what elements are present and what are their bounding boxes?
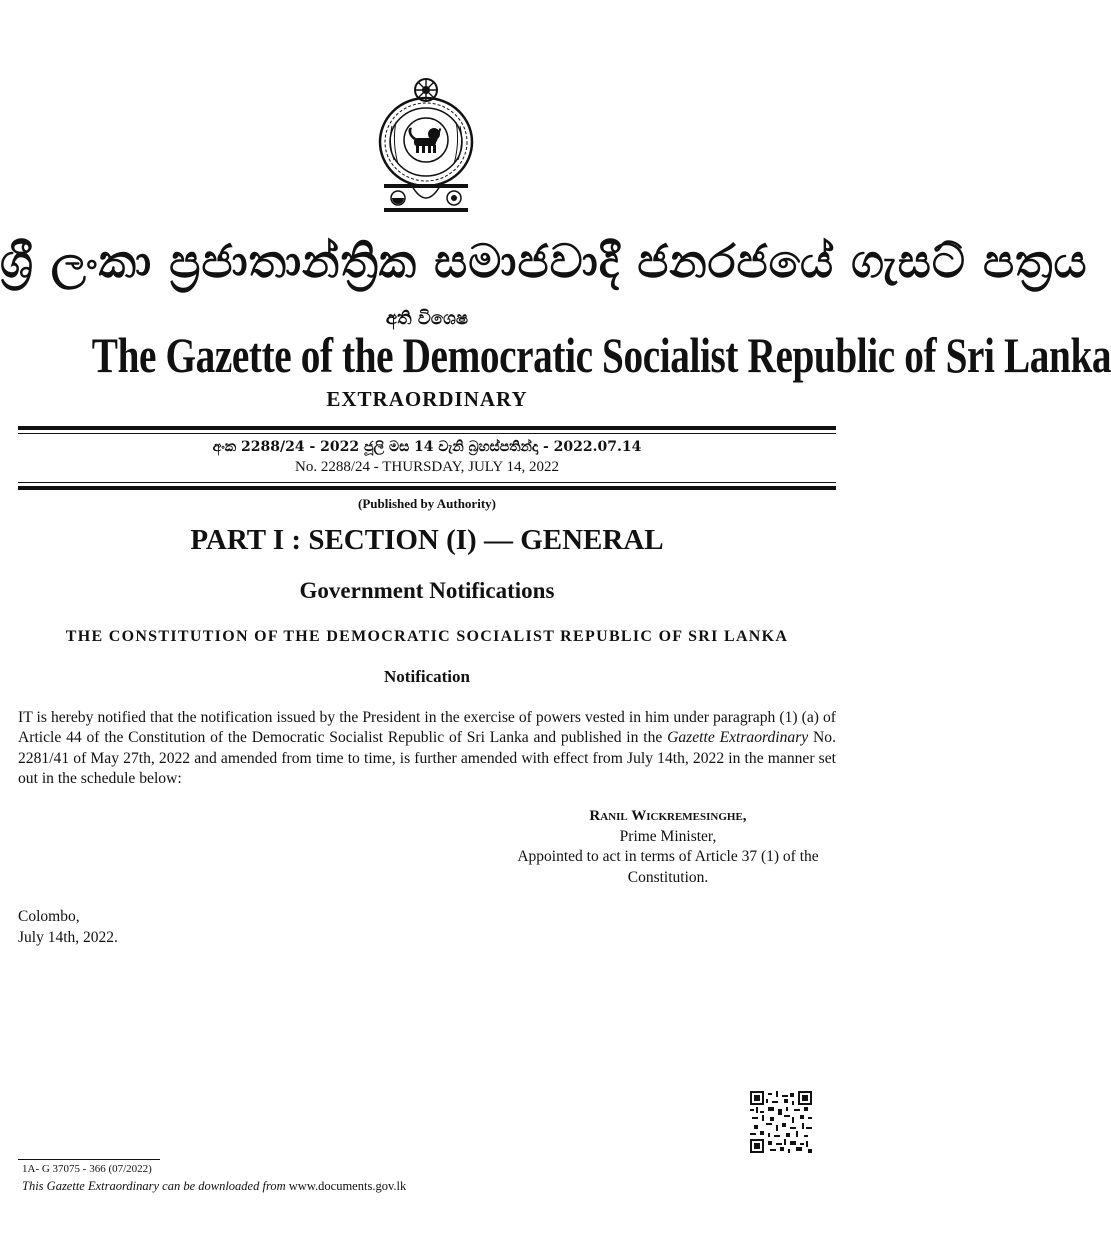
signatory-title: Prime Minister,: [619, 827, 717, 845]
body-text-italic: Gazette Extraordinary: [667, 729, 809, 747]
footer-download-url[interactable]: www.documents.gov.lk: [288, 1179, 407, 1193]
published-by-authority: (Published by Authority): [358, 496, 496, 511]
body-text-part2: No. 2281/41 of May 27th, 2022 and amended from time to time, is further amended with effect from July 14th, 2022 in the manner set out in the schedule below:: [18, 729, 836, 788]
qr-code-icon: [750, 1091, 812, 1153]
masthead-rule-top-thick: [18, 426, 836, 430]
masthead-rule-bottom-thin: [18, 482, 836, 483]
date: July 14th, 2022.: [18, 929, 118, 946]
notification-body: [18, 708, 836, 790]
masthead-rule-top-thin: [18, 433, 836, 434]
section-heading: Government Notifications: [299, 578, 555, 603]
masthead-rule-bottom-thick: [18, 486, 836, 490]
place-date-block: [18, 906, 118, 948]
footer-download-note: [22, 1178, 406, 1194]
part-section-title: PART I : SECTION (I) — GENERAL: [190, 524, 664, 556]
notification-heading: Notification: [384, 667, 470, 686]
sinhala-masthead-subtitle: අති විශෙෂ: [385, 308, 469, 329]
constitution-heading: THE CONSTITUTION OF THE DEMOCRATIC SOCIALIST REPUBLIC OF SRI LANKA: [65, 628, 789, 645]
signatory-name: Ranil Wickremesinghe,: [589, 808, 747, 824]
footer-rule: [18, 1159, 160, 1160]
footer-print-code: 1A- G 37075 - 366 (07/2022): [22, 1163, 152, 1175]
body-text-part1: IT is hereby notified that the notification issued by the President in the exercise of powers vested in him under paragraph (1) (a) of Article 44 of the Constitution of the Democratic Socialist Republic of Sri Lanka and published in the: [18, 709, 836, 747]
sinhala-masthead-title: ශ්‍රී ලංකා ප්‍රජාතාන්ත්‍රික සමාජවාදී ජනරජයේ ගැසට් පත්‍රය: [0, 234, 1088, 288]
signature-block: [480, 806, 856, 888]
english-masthead-title: The Gazette of the Democratic Socialist Republic of Sri Lanka: [91, 327, 1111, 383]
signatory-role-line1: Appointed to act in terms of Article 37 (1) of the: [517, 848, 819, 865]
issue-number-english: No. 2288/24 - THURSDAY, JULY 14, 2022: [295, 459, 559, 475]
signatory-role-line2: Constitution.: [627, 868, 709, 886]
issue-number-sinhala: අංක 2288/24 - 2022 ජූලි මස 14 වැනි බ්‍රහස්පතින්දා - 2022.07.14: [212, 439, 642, 455]
footer-download-text: This Gazette Extraordinary can be downloaded from: [22, 1179, 286, 1193]
edition-label: EXTRAORDINARY: [326, 387, 528, 411]
sri-lanka-national-emblem-icon: [378, 76, 474, 216]
place: Colombo,: [18, 908, 80, 925]
